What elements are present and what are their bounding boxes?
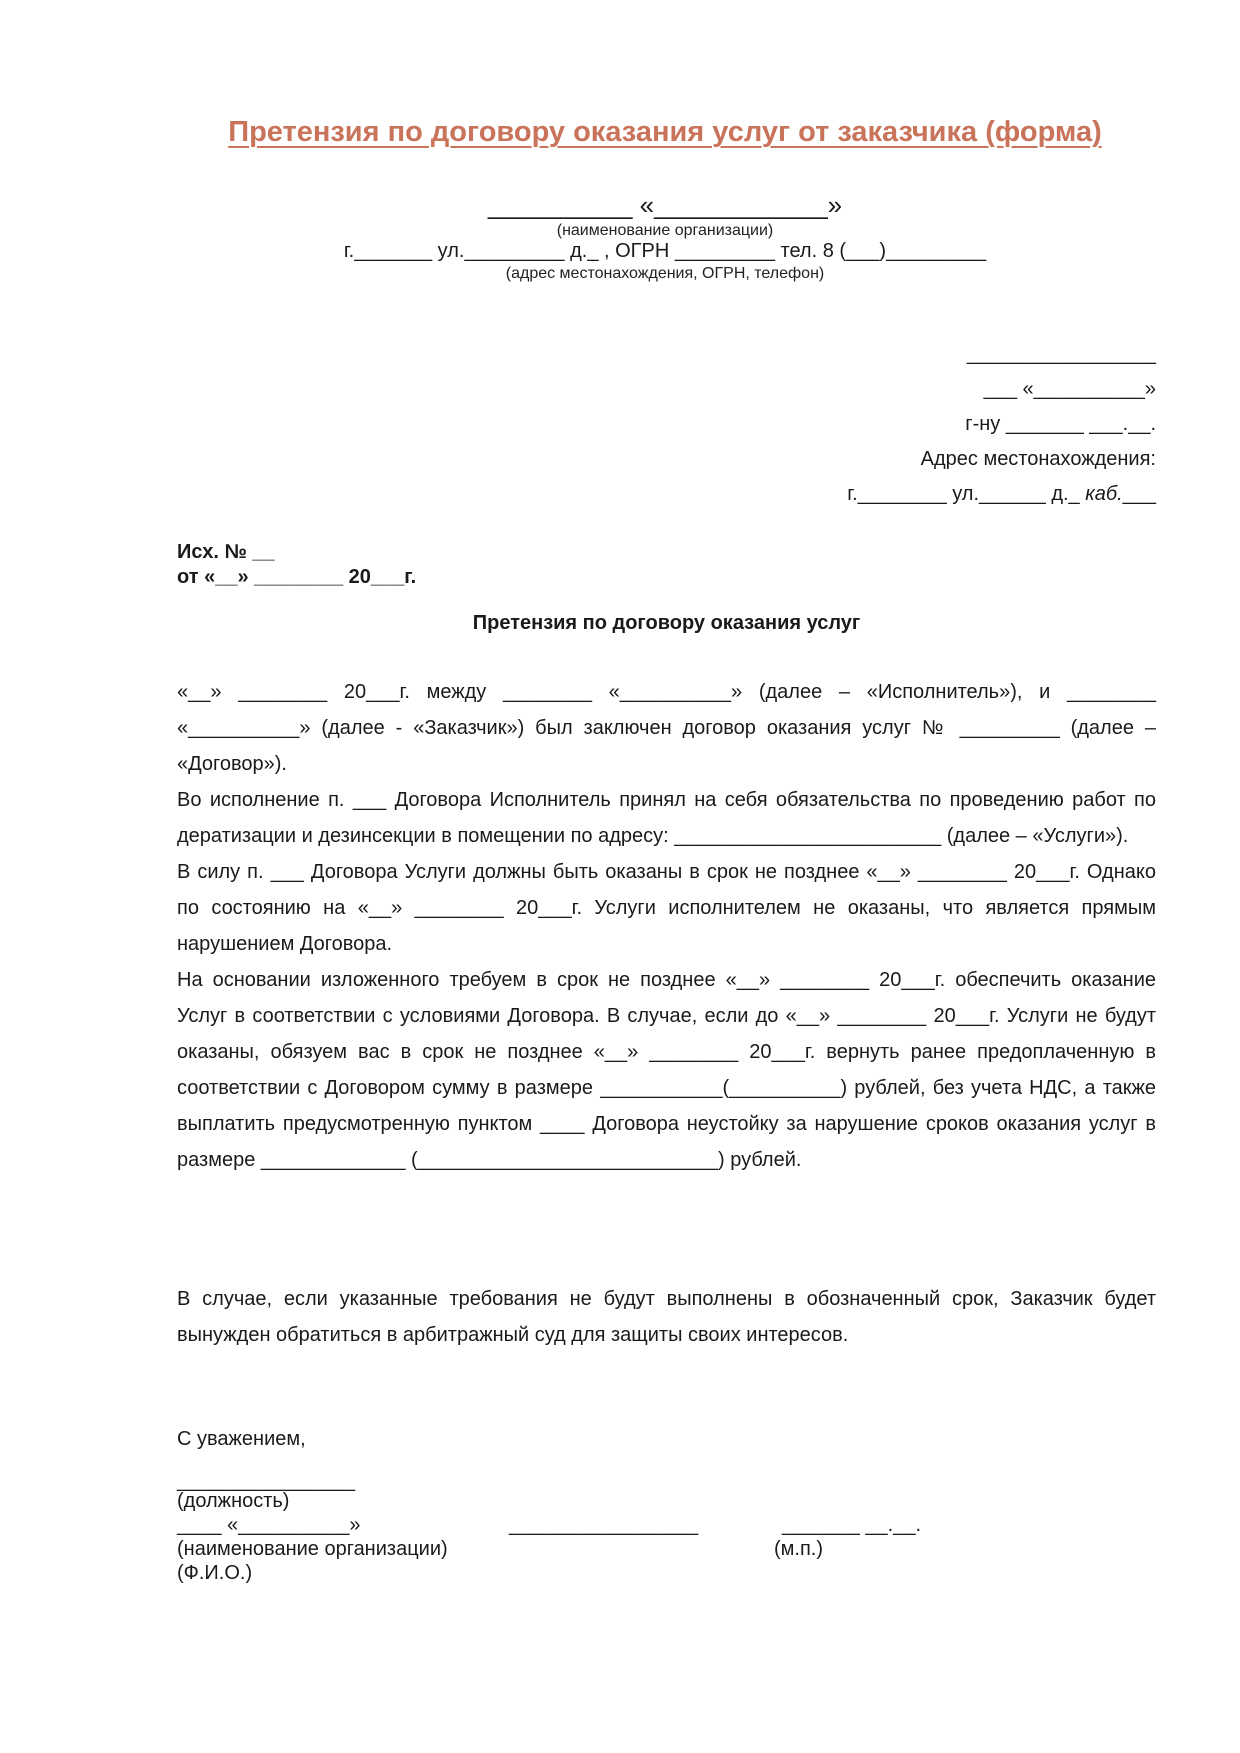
recipient-address-suffix: ___ (1122, 483, 1156, 505)
form-title: Претензия по договору оказания услуг от заказчика (форма) (228, 116, 1102, 148)
sender-address-caption: (адрес местонахождения, ОГРН, телефон) (505, 265, 825, 282)
signature-org-line: ____ «__________» (177, 1514, 361, 1536)
paragraph-obligations: Во исполнение п. ___ Договора Исполнитель принял на себя обязательства по проведению работ по дератизации и дезинсекции в помещении по адресу: ________________________ (далее – «Услуги»). (177, 789, 1156, 847)
recipient-address-label: Адрес местонахождения: (920, 448, 1156, 470)
regards-text: С уважением, (177, 1428, 306, 1450)
recipient-address-italic: каб. (1085, 483, 1123, 505)
sender-org-caption: (наименование организации) (556, 222, 774, 239)
outgoing-number: Исх. № __ (177, 541, 275, 563)
recipient-line-1: _________________ (966, 343, 1156, 365)
recipient-address-line (847, 483, 1156, 506)
recipient-org-line: ___ «__________» (983, 378, 1156, 400)
recipient-name-line: г-ну _______ ___.__. (965, 413, 1156, 435)
claim-body (177, 674, 1156, 1178)
paragraph-demands: На основании изложенного требуем в срок не позднее «__» ________ 20___г. обеспечить оказание Услуг в соответствии с условиями Договора. В случае, если до «__» ________ 20___г. Услуги не будут оказаны, обязуем вас в срок не позднее «__» ________ 20___г. вернуть ранее предоплаченную в соответствии с Договором сумму в размере ___________(__________) рублей, без учета НДС, а также выплатить предусмотренную пунктом ____ Договора неустойку за нарушение сроков оказания услуг в размере _____________ (___________________________) рублей. (177, 969, 1156, 1171)
fio-caption: (Ф.И.О.) (177, 1562, 253, 1584)
outgoing-date: от «__» ________ 20___г. (177, 566, 417, 588)
recipient-address-prefix: г.________ ул.______ д._ (847, 483, 1086, 505)
closing-block (177, 1281, 1156, 1353)
sender-address-line: г._______ ул._________ д._ , ОГРН _________ тел. 8 (___)_________ (343, 240, 987, 262)
position-caption: (должность) (177, 1490, 290, 1512)
sender-org-line: __________ «____________» (487, 190, 843, 220)
claim-heading: Претензия по договору оказания услуг (472, 612, 861, 634)
signature-line: _________________ (509, 1514, 699, 1536)
paragraph-breach: В силу п. ___ Договора Услуги должны быть оказаны в срок не позднее «__» ________ 20___г. Однако по состоянию на «__» ________ 20___г. Услуги исполнителем не оказаны, что является прямым нарушением Договора. (177, 861, 1156, 955)
stamp-caption: (м.п.) (774, 1538, 824, 1560)
paragraph-contract: «__» ________ 20___г. между ________ «__________» (далее – «Исполнитель»), и ________ «__________» (далее - «Заказчик») был заключен договор оказания услуг № _________ (далее – «Договор»). (177, 681, 1156, 775)
position-line: ________________ (177, 1470, 355, 1492)
signature-org-caption: (наименование организации) (177, 1538, 448, 1560)
closing-paragraph: В случае, если указанные требования не будут выполнены в обозначенный срок, Заказчик будет вынужден обратиться в арбитражный суд для защиты своих интересов. (177, 1288, 1156, 1346)
signature-date-line: _______ __.__. (782, 1514, 922, 1536)
